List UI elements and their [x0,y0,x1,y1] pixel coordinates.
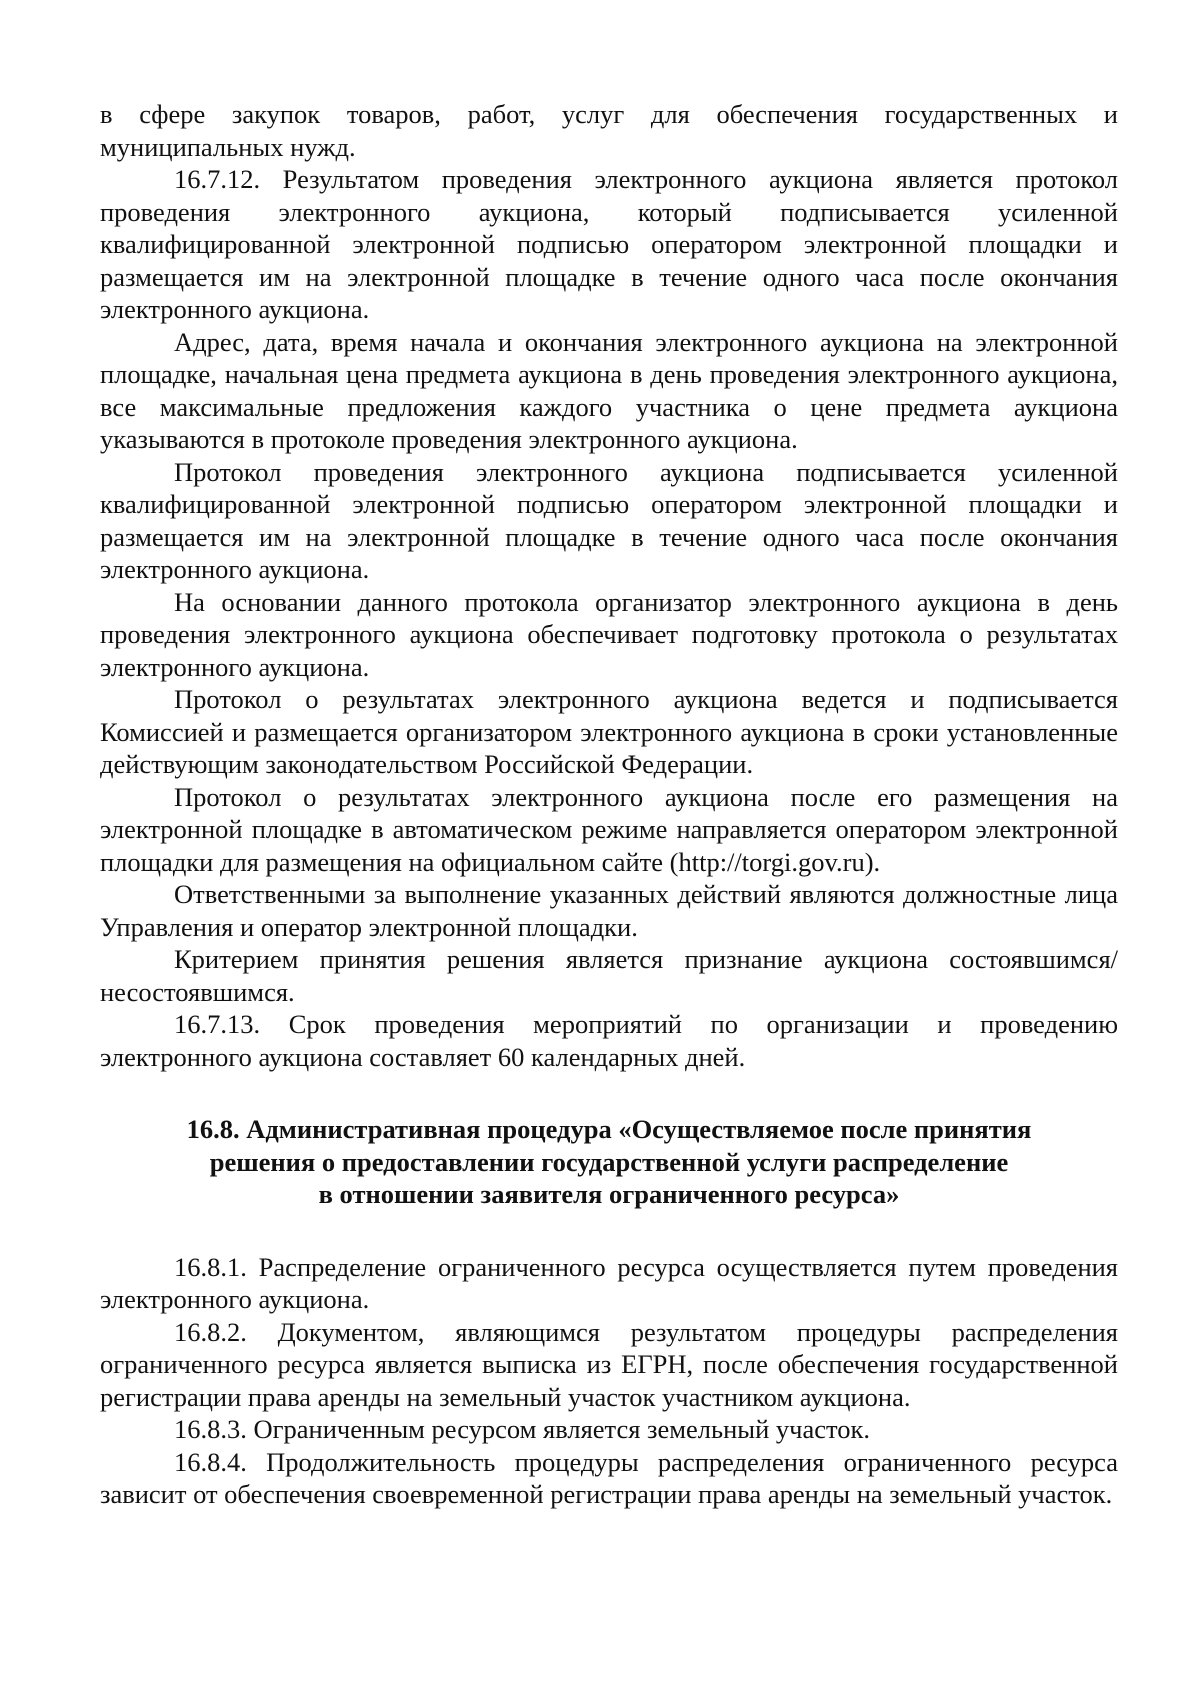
paragraph-results-published: Протокол о результатах электронного аукциона после его размещения на электронной площадке в автоматическом режиме направляется оператором электронной площадки для размещения на официальном сайте (http://torgi.gov.ru). [100,781,1118,877]
paragraph-16-8-3: 16.8.3. Ограниченным ресурсом является земельный участок. [174,1414,870,1444]
paragraph-16-8-4: 16.8.4. Продолжительность процедуры распределения ограниченного ресурса зависит от обеспечения своевременной регистрации права аренды на земельный участок. [100,1446,1118,1509]
paragraph-16-7-13: 16.7.13. Срок проведения мероприятий по организации и проведению электронного аукциона составляет 60 календарных дней. [100,1009,1118,1072]
heading-line: решения о предоставлении государственной услуги распределение [209,1146,1009,1177]
paragraph-16-7-12: 16.7.12. Результатом проведения электронного аукциона является протокол проведения электронного аукциона, который подписывается усиленной квалифицированной электронной подписью оператором электронной площадки и размещается им на электронной площадке в течение одного часа после окончания электронного аукциона. [100,164,1118,324]
document-page [100,98,1118,1511]
paragraph-based-on-protocol: На основании данного протокола организатор электронного аукциона в день проведения электронного аукциона обеспечивает подготовку протокола о результатах электронного аукциона. [100,586,1118,682]
heading-line: в отношении заявителя ограниченного ресурса» [318,1179,900,1209]
paragraph-responsible: Ответственными за выполнение указанных действий являются должностные лица Управления и оператор электронной площадки. [100,879,1118,942]
paragraph-address-date: Адрес, дата, время начала и окончания электронного аукциона на электронной площадке, начальная цена предмета аукциона в день проведения электронного аукциона, все максимальные предложения каждого участника о цене предмета аукциона указываются в протоколе проведения электронного аукциона. [100,326,1118,454]
paragraph-protocol-signed: Протокол проведения электронного аукциона подписывается усиленной квалифицированной электронной подписью оператором электронной площадки и размещается им на электронной площадке в течение одного часа после окончания электронного аукциона. [100,456,1118,584]
paragraph-16-8-1: 16.8.1. Распределение ограниченного ресурса осуществляется путем проведения электронного аукциона. [100,1251,1118,1314]
paragraph-results-protocol: Протокол о результатах электронного аукциона ведется и подписывается Комиссией и размещается организатором электронного аукциона в сроки установленные действующим законодательством Российской Федерации. [100,684,1118,779]
paragraph-criterion: Критерием принятия решения является признание аукциона состоявшимся/несостоявшимся. [100,944,1118,1007]
heading-line: 16.8. Административная процедура «Осуществляемое после принятия [186,1114,1032,1144]
section-heading-16-8 [100,1113,1118,1211]
paragraph-continuation: в сфере закупок товаров, работ, услуг для обеспечения государственных и муниципальных нужд. [100,99,1118,162]
paragraph-16-8-2: 16.8.2. Документом, являющимся результатом процедуры распределения ограниченного ресурса является выписка из ЕГРН, после обеспечения государственной регистрации права аренды на земельный участок участником аукциона. [100,1316,1118,1412]
